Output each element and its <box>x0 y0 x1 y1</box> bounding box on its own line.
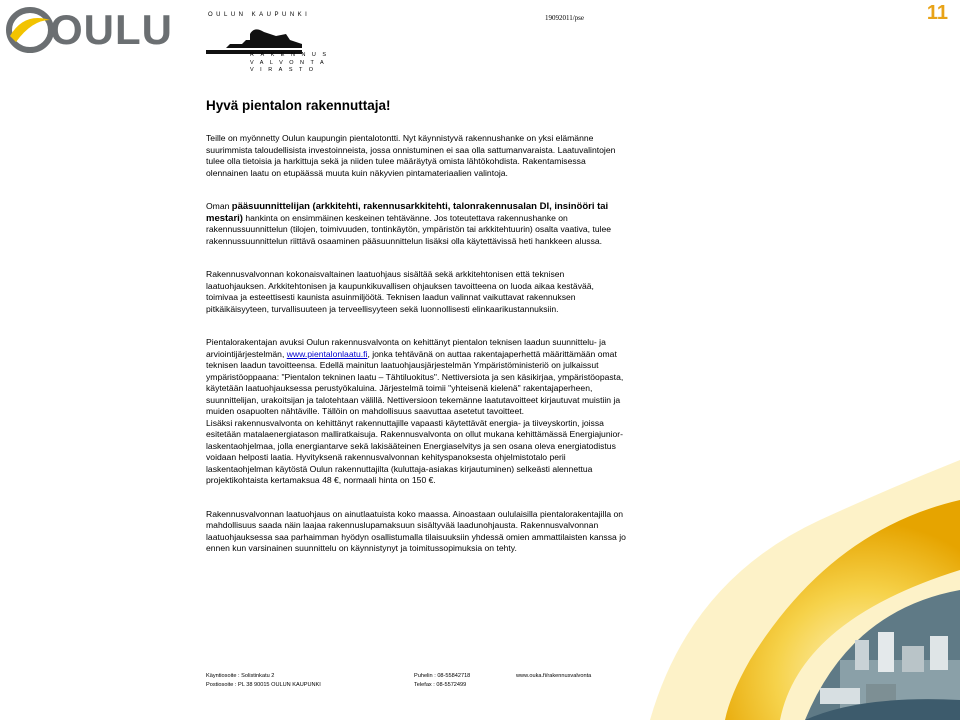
letter-title: Hyvä pientalon rakennuttaja! <box>206 98 391 113</box>
pientalonlaatu-link[interactable]: www.pientalonlaatu.fi <box>286 348 368 359</box>
paragraph: Rakennusvalvonnan laatuohjaus on ainutlaatuista koko maassa. Ainoastaan oululaisilla pientalorakentajilla on mahdollisuus saada näin laajaa rakennuslupamaksuun sisältyvää laadunohjausta. Rakennusvalvonnan laatuohjauksessa saa parhaimman hyödyn osallistumalla tilaisuuksiin yhdessä omien ammattilaisten kanssa jo ennen kun varsinainen suunnittelu on käynnistynyt ja toimitussopimuksia on tehty. <box>206 508 626 553</box>
phone-number: Puhelin : 08-55842718 <box>414 673 471 679</box>
org-name: OULUN KAUPUNKI <box>208 12 311 18</box>
paragraph <box>206 337 626 418</box>
reference-code: 19092011/pse <box>545 14 585 22</box>
paragraph-bold-text: pääsuunnittelijan (arkkitehti, rakennusarkkitehti, talonrakennusalan DI, insinööri tai mestari) <box>206 201 609 224</box>
oulu-logo-emblem-icon <box>6 6 54 54</box>
org-subtitle <box>250 52 333 75</box>
building-silhouette-icon <box>206 22 302 54</box>
org-line: VIRASTO <box>250 67 320 73</box>
visiting-address: Käyntiosoite : Solistinkatu 2 <box>206 673 275 679</box>
letterhead <box>206 12 626 80</box>
org-line: RAKENNUS <box>250 52 333 58</box>
website-link[interactable]: www.ouka.fi/rakennusvalvonta <box>516 673 592 679</box>
paragraph-text: Oman <box>206 201 232 211</box>
letter-document <box>206 12 626 555</box>
fax-number: Telefax : 08-5572499 <box>414 682 467 688</box>
org-line: VALVONTA <box>250 59 331 66</box>
postal-address: Postiosoite : PL 38 90015 OULUN KAUPUNKI <box>206 682 321 688</box>
decorative-city-graphic <box>630 460 960 720</box>
paragraph-text: hankinta on ensimmäinen keskeinen tehtävänne. Jos toteutettava rakennushanke on rakennussuunnittelun (tilojen, toimivuuden, tontinkäytön, ympäristön tai arkkitehtuurin) osalta vaativa, tulee rakennussuunnittelun riittävä osaaminen pääsuunnittelun lisäksi olla käytettävissä heti hankkeen alussa. <box>206 212 612 246</box>
oulu-logo-text: OULU <box>50 6 173 53</box>
paragraph-text: , jonka tehtävänä on auttaa rakentajaperhettä määrittämään omat teknisen laadun tavoitteensa. Edellä mainitun laatuohjausjärjestelmän Ympäristöministeriö on julkaissut ympäristöoppaana: "Pientalon tekninen laatu – Tähtiluokitus". Nettiversiota ja sen käsikirjaa, ympäristöopasta, käytetään laatuohjauksessa perustyökaluina. Järjestelmä toimii "yhteisenä kielenä" rakentajaperheen, suunnittelijan, urakoitsijan ja talotehtaan välillä. Nettiversioon tekemänne laatutavoitteet kirjautuvat muistiin ja muiden osapuolten nähtäville. Tällöin on mahdollisuus saavuttaa asetetut tavoitteet. <box>206 348 624 416</box>
paragraph: Lisäksi rakennusvalvonta on kehittänyt rakennuttajille vapaasti käytettävät energia- ja tiiveyskortin, joissa esitetään matalaenergiatason malliratkaisuja. Rakennusvalvonta on ollut mukana kehittämässä Energiajunior- laskentaohjelmaa, jolla energiantarve sekä lakisääteinen Energiaselvitys ja sen osana oleva energiatodistus voidaan helposti laatia. Hyvityksenä rakennusvalvonnan kehityspanoksesta ohjelmistotalo perii laskentaohjelman käytöstä Oulun rakennuttajilta (kuluttaja-asiakas kirjautuminen) selkeästi alennettua projektikohtaista kertamaksua 48 €, normaali hinta on 150 €. <box>206 417 624 485</box>
paragraph <box>206 201 626 247</box>
oulu-logo <box>6 4 173 56</box>
page-number: 11 <box>926 2 948 24</box>
paragraph-text: Pientalorakentajan avuksi Oulun rakennusvalvonta on kehittänyt pientalon teknisen laadun suunnittelu- ja arviointijärjestelmän, <box>206 337 606 359</box>
paragraph: Rakennusvalvonnan kokonaisvaltainen laatuohjaus sisältää sekä arkkitehtonisen että teknisen laatuohjauksen. Arkkitehtonisen ja kaupunkikuvallisen ohjauksen tavoitteena on luoda aikaa kestävää, toimivaa ja esteettisesti kaunista asuinmiljöötä. Teknisen laadun valinnat vaikuttavat rakennuksen pitkäikäisyyteen, turvallisuuteen ja terveellisyyteen sekä luonnollisesti elinkaarikustannuksiin. <box>206 269 594 314</box>
paragraph: Teille on myönnetty Oulun kaupungin pientalotontti. Nyt käynnistyvä rakennushanke on yksi elämänne suurimmista taloudellisista investoinneista, jossa onnistuminen ei saa olla sattumanvaraista. Laatuvalintojen tulee olla tietoisia ja harkittuja sekä ja niiden tulee määräytyä omista lähtökohdista. Rakentamisessa olennainen laatu on etupäässä muuta kuin näkyvien pintamateriaalien valintoja. <box>206 133 616 178</box>
